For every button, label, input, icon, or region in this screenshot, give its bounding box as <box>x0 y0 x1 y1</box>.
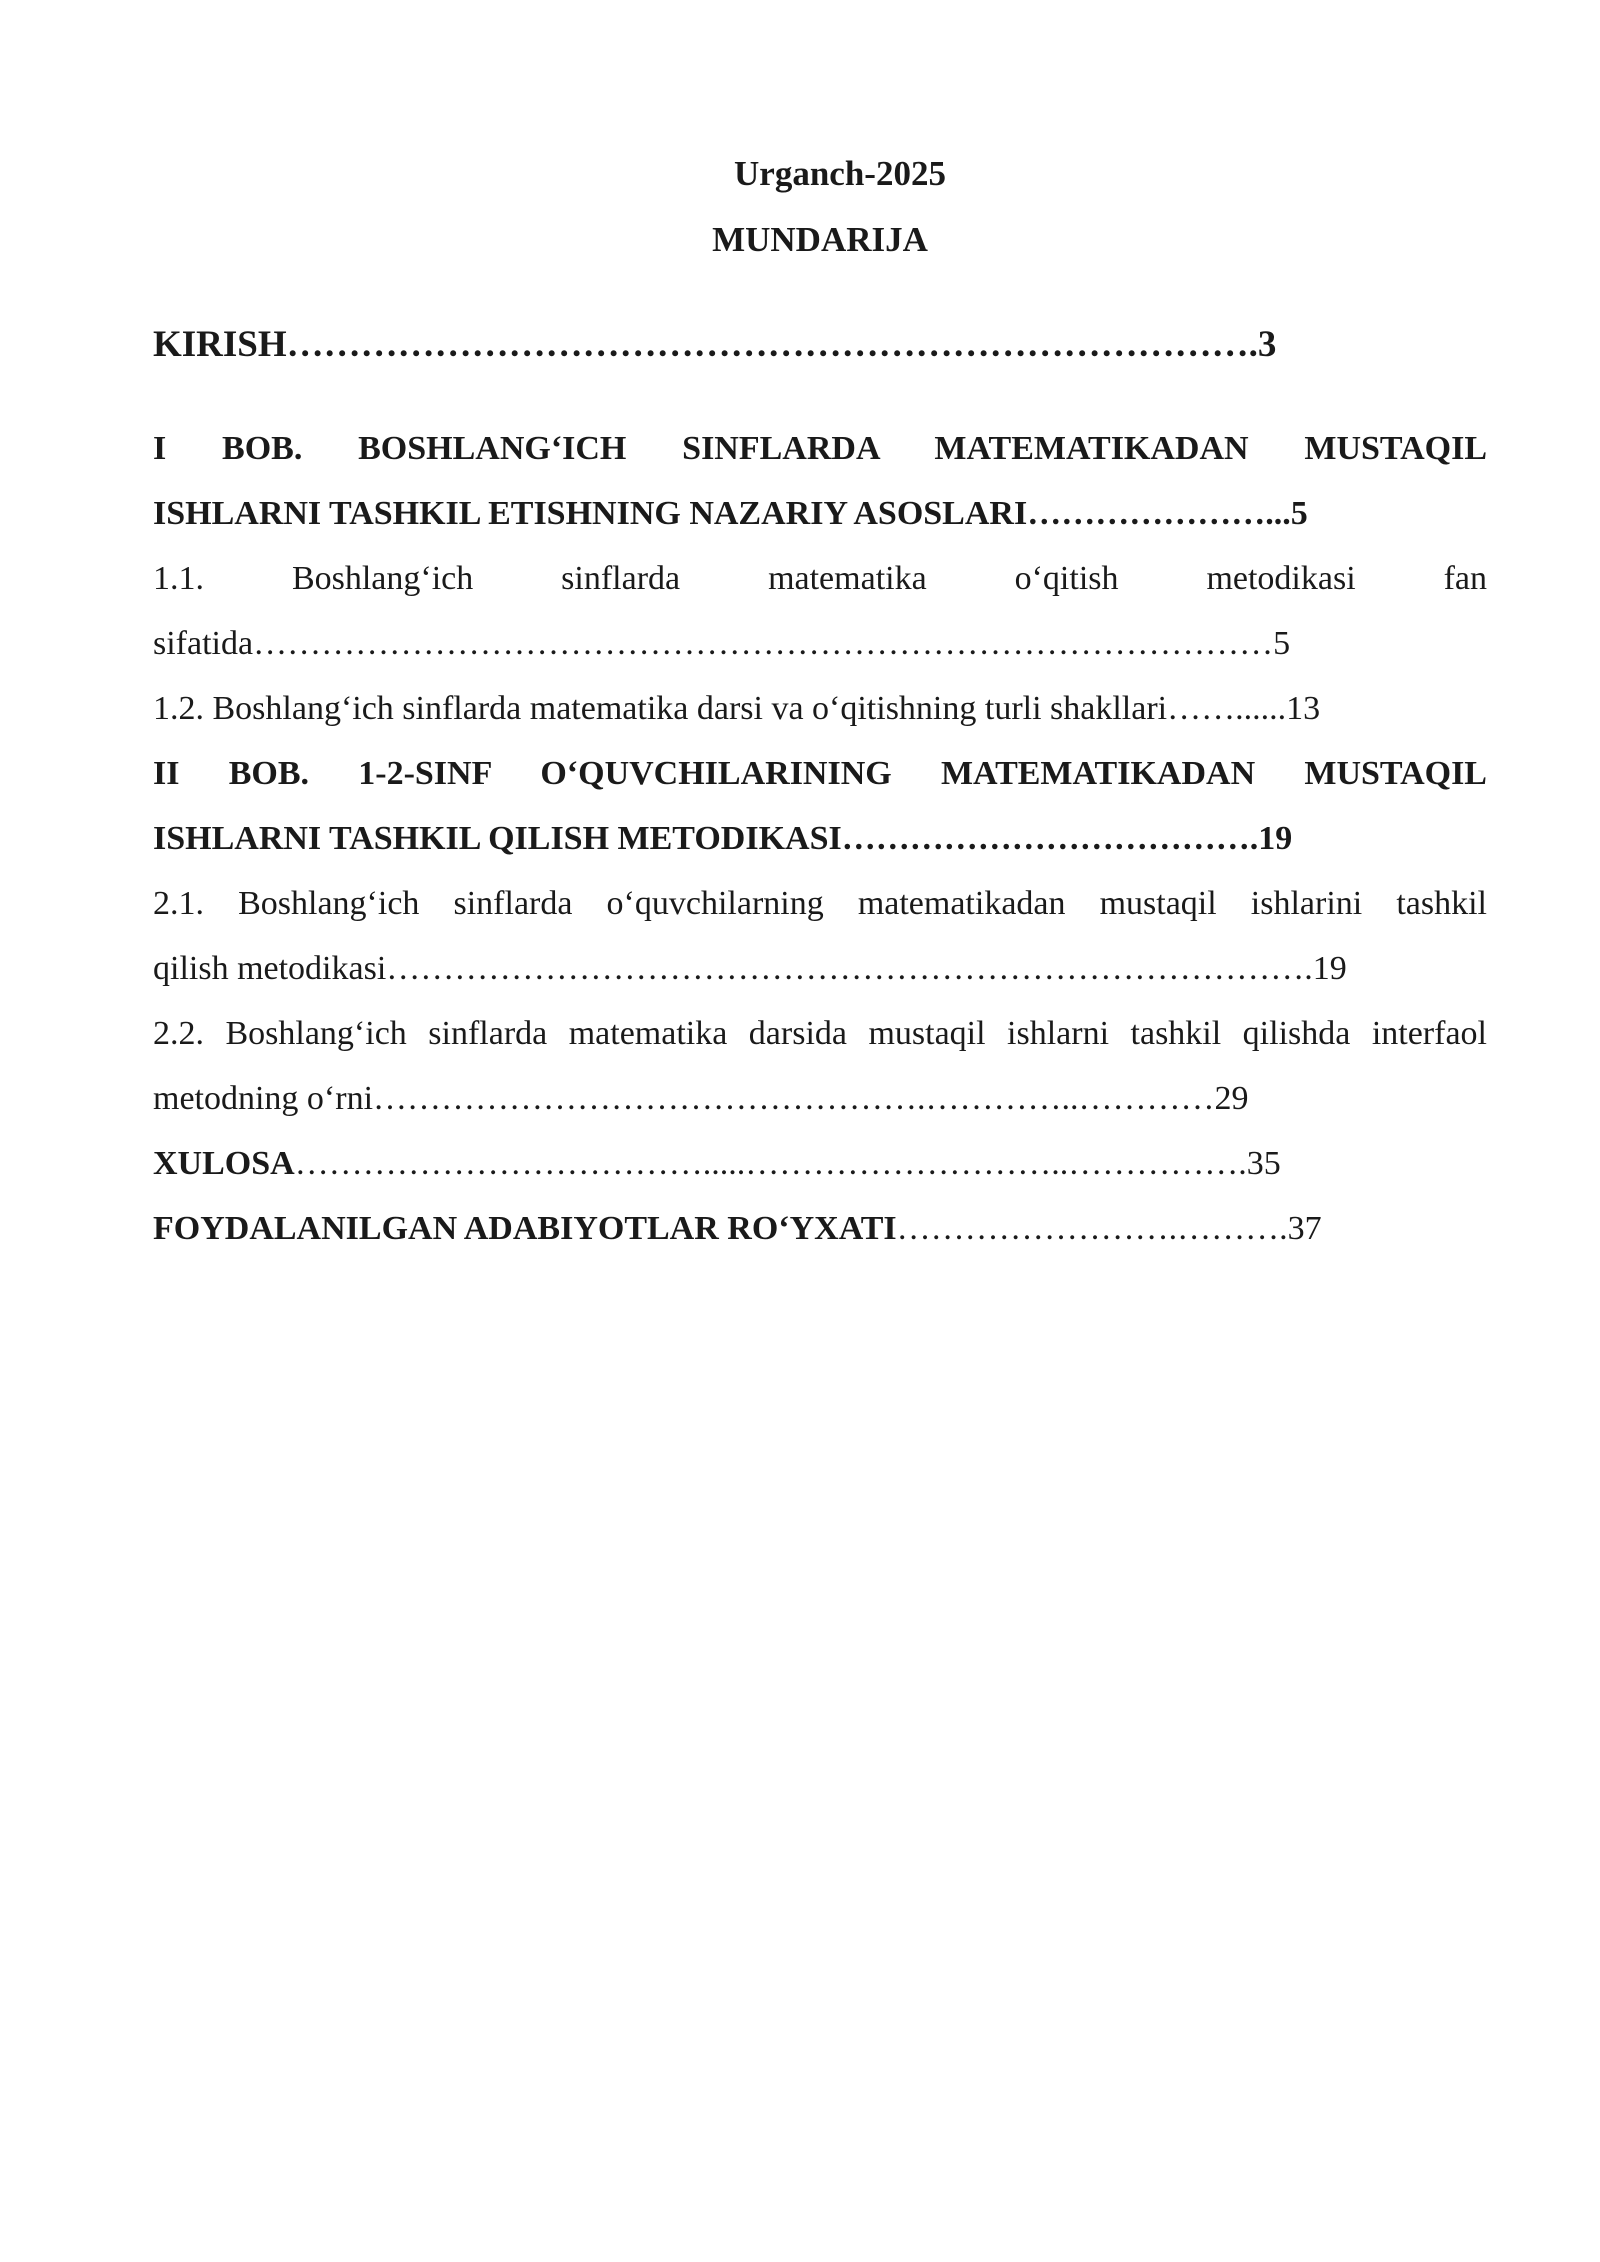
toc-entry-xulosa-label: XULOSA <box>153 1145 295 1182</box>
toc-entry-section-2-1-line2: qilish metodikasi……………………………………………………………………….19 <box>153 950 1347 987</box>
toc-entry-references-label: FOYDALANILGAN ADABIYOTLAR RO‘YXATI <box>153 1210 897 1247</box>
toc-entry-references-leader: …………………….……….37 <box>896 1210 1322 1247</box>
toc-entry-section-1-1-line1: 1.1. Boshlang‘ich sinflarda matematika o‘qitish metodikasi fan <box>153 560 1487 597</box>
toc-entry-section-1-2: 1.2. Boshlang‘ich sinflarda matematika darsi va o‘qitishning turli shakllari……......13 <box>153 690 1321 727</box>
toc-entry-chapter2-line1: II BOB. 1-2-SINF O‘QUVCHILARINING MATEMATIKADAN MUSTAQIL <box>153 755 1487 792</box>
toc-spacer <box>153 374 1487 416</box>
toc-entry-section-2-2-line2: metodning o‘rni………………………………………….…………..…………29 <box>153 1080 1249 1117</box>
toc-title: MUNDARIJA <box>712 220 928 259</box>
toc-entry-section-1-1-line2: sifatida………………………………………………………………………………5 <box>153 625 1291 662</box>
toc-entry-xulosa <box>153 1131 1487 1196</box>
city-year-heading: Urganch-2025 <box>734 154 946 193</box>
toc-entry-kirish: KIRISH…………………………………………………………………….3 <box>153 324 1277 365</box>
table-of-contents <box>153 310 1487 1261</box>
toc-entry-xulosa-leader: ……………………………….....………………………..…………….35 <box>294 1145 1281 1182</box>
toc-entry-chapter1-line2: ISHLARNI TASHKIL ETISHNING NAZARIY ASOSLARI…………………...5 <box>153 495 1308 532</box>
toc-entry-chapter1-line1: I BOB. BOSHLANG‘ICH SINFLARDA MATEMATIKADAN MUSTAQIL <box>153 430 1487 467</box>
toc-entry-references <box>153 1196 1487 1261</box>
toc-entry-chapter2-line2: ISHLARNI TASHKIL QILISH METODIKASI……………………………….19 <box>153 820 1293 857</box>
toc-entry-section-2-1-line1: 2.1. Boshlang‘ich sinflarda o‘quvchilarning matematikadan mustaqil ishlarini tashkil <box>153 885 1487 922</box>
toc-entry-section-2-2-line1: 2.2. Boshlang‘ich sinflarda matematika darsida mustaqil ishlarni tashkil qilishda interfaol <box>153 1015 1487 1052</box>
